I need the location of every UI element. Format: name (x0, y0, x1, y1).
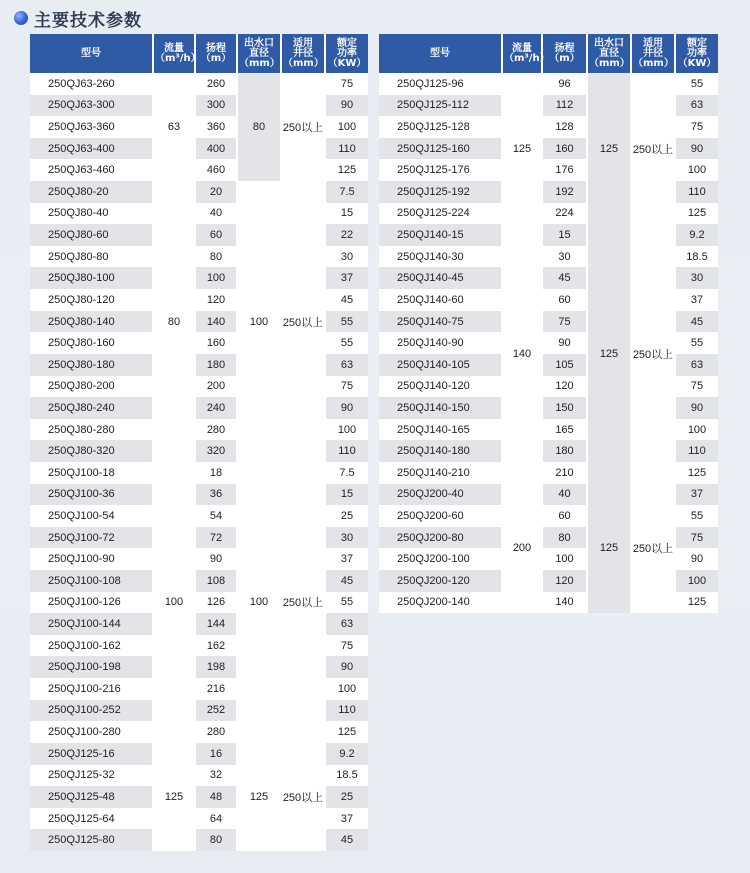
cell-head: 36 (196, 484, 238, 506)
col-header-outlet: 出水口 直径 （mm） (588, 34, 632, 73)
cell-model: 250QJ80-240 (30, 397, 154, 419)
cell-model: 250QJ100-72 (30, 527, 154, 549)
cell-flow: 63 (154, 73, 196, 181)
cell-power: 63 (676, 95, 718, 117)
cell-power: 100 (687, 164, 707, 177)
cell-head: 20 (196, 181, 238, 203)
cell-model: 250QJ125-176 (379, 159, 503, 181)
cell-power: 110 (676, 181, 718, 203)
table-body-left (30, 73, 368, 851)
cell-model: 250QJ125-112 (379, 95, 503, 117)
cell-well-diameter: 250以上 (282, 181, 326, 462)
cell-head: 210 (543, 462, 588, 484)
col-header-flow: 流量 （m³/h） (503, 34, 543, 73)
cell-power: 25 (326, 786, 368, 808)
cell-power: 30 (676, 267, 718, 289)
cell-head: 72 (196, 527, 238, 549)
table-header-row (379, 34, 718, 73)
cell-model: 250QJ140-165 (379, 419, 503, 441)
cell-power: 18.5 (686, 250, 708, 263)
cell-head: 192 (543, 181, 588, 203)
cell-power: 125 (337, 726, 357, 739)
col-header-model: 型号 (30, 34, 154, 73)
cell-power: 90 (676, 397, 718, 419)
cell-head: 80 (196, 829, 238, 851)
cell-power: 37 (676, 484, 718, 506)
table-row (30, 462, 368, 484)
cell-power: 45 (676, 311, 718, 333)
cell-flow: 200 (503, 484, 543, 614)
cell-head: 216 (196, 678, 238, 700)
table-row (379, 484, 718, 506)
cell-flow: 140 (503, 224, 543, 483)
cell-head: 126 (196, 592, 238, 614)
cell-head: 30 (543, 246, 588, 268)
cell-model: 250QJ63-300 (30, 95, 154, 117)
cell-flow: 100 (154, 462, 196, 743)
cell-model: 250QJ200-40 (379, 484, 503, 506)
cell-power: 125 (687, 466, 707, 479)
cell-model: 250QJ100-54 (30, 505, 154, 527)
cell-flow: 125 (503, 73, 543, 224)
cell-outlet-diameter: 125 (588, 484, 632, 614)
cell-power: 100 (337, 121, 357, 134)
cell-head: 105 (543, 354, 588, 376)
col-header-flow: 流量 （m³/h） (154, 34, 196, 73)
cell-head: 75 (543, 311, 588, 333)
cell-outlet-diameter: 125 (588, 73, 632, 224)
cell-model: 250QJ200-140 (379, 592, 503, 614)
cell-head: 400 (196, 138, 238, 160)
col-header-power: 额定 功率 （KW） (676, 34, 718, 73)
cell-head: 96 (543, 73, 588, 95)
cell-power: 110 (326, 440, 368, 462)
cell-head: 120 (196, 289, 238, 311)
cell-head: 360 (196, 116, 238, 138)
cell-power: 25 (340, 509, 354, 522)
spec-table-left (30, 34, 368, 851)
table-row (30, 73, 368, 95)
spec-table-right (379, 34, 718, 613)
cell-model: 250QJ100-108 (30, 570, 154, 592)
cell-power: 37 (690, 293, 704, 306)
section-title: 主要技术参数 (34, 10, 142, 31)
cell-power: 45 (326, 570, 368, 592)
cell-power: 90 (326, 95, 368, 117)
cell-outlet-diameter: 125 (588, 224, 632, 483)
cell-power: 110 (326, 700, 368, 722)
cell-model: 250QJ80-180 (30, 354, 154, 376)
cell-head: 128 (543, 116, 588, 138)
cell-model: 250QJ100-36 (30, 484, 154, 506)
cell-model: 250QJ80-160 (30, 332, 154, 354)
cell-power: 90 (326, 656, 368, 678)
cell-power: 18.5 (336, 769, 358, 782)
cell-model: 250QJ140-150 (379, 397, 503, 419)
cell-head: 54 (196, 505, 238, 527)
cell-head: 240 (196, 397, 238, 419)
cell-head: 280 (196, 721, 238, 743)
cell-power: 100 (687, 423, 707, 436)
col-header-power: 额定 功率 （KW） (326, 34, 368, 73)
cell-model: 250QJ125-224 (379, 203, 503, 225)
cell-model: 250QJ80-80 (30, 246, 154, 268)
cell-head: 162 (196, 635, 238, 657)
cell-model: 250QJ100-90 (30, 548, 154, 570)
cell-head: 150 (543, 397, 588, 419)
cell-head: 140 (196, 311, 238, 333)
cell-outlet-diameter: 80 (238, 73, 282, 181)
cell-head: 200 (196, 376, 238, 398)
cell-power: 55 (690, 77, 704, 90)
cell-head: 300 (196, 95, 238, 117)
cell-head: 165 (543, 419, 588, 441)
cell-head: 112 (543, 95, 588, 117)
section-header (14, 6, 142, 30)
cell-model: 250QJ80-200 (30, 376, 154, 398)
cell-model: 250QJ200-80 (379, 527, 503, 549)
cell-model: 250QJ100-280 (30, 721, 154, 743)
cell-model: 250QJ63-360 (30, 116, 154, 138)
cell-power: 55 (340, 596, 354, 609)
cell-model: 250QJ63-400 (30, 138, 154, 160)
cell-head: 252 (196, 700, 238, 722)
cell-model: 250QJ125-160 (379, 138, 503, 160)
cell-model: 250QJ80-100 (30, 267, 154, 289)
cell-head: 40 (543, 484, 588, 506)
cell-power: 63 (676, 354, 718, 376)
cell-head: 60 (196, 224, 238, 246)
table-header-row (30, 34, 368, 73)
cell-power: 45 (340, 293, 354, 306)
cell-head: 60 (543, 289, 588, 311)
table-row (379, 73, 718, 95)
cell-outlet-diameter: 125 (238, 743, 282, 851)
cell-head: 80 (543, 527, 588, 549)
cell-power: 90 (676, 138, 718, 160)
cell-head: 80 (196, 246, 238, 268)
table-body-right (379, 73, 718, 613)
cell-power: 22 (326, 224, 368, 246)
cell-well-diameter: 250以上 (632, 484, 676, 614)
cell-head: 460 (196, 159, 238, 181)
col-header-well: 适用 井径 （mm） (282, 34, 326, 73)
cell-model: 250QJ140-60 (379, 289, 503, 311)
cell-head: 280 (196, 419, 238, 441)
cell-head: 120 (543, 570, 588, 592)
bullet-icon (14, 11, 28, 25)
cell-power: 37 (340, 553, 354, 566)
cell-model: 250QJ140-15 (379, 224, 503, 246)
cell-model: 250QJ140-105 (379, 354, 503, 376)
cell-power: 75 (690, 380, 704, 393)
cell-power: 110 (676, 440, 718, 462)
cell-head: 100 (196, 267, 238, 289)
cell-head: 64 (196, 808, 238, 830)
col-header-outlet: 出水口 直径 （mm） (238, 34, 282, 73)
cell-power: 75 (340, 639, 354, 652)
cell-model: 250QJ200-100 (379, 548, 503, 570)
cell-head: 100 (543, 548, 588, 570)
cell-model: 250QJ63-260 (30, 73, 154, 95)
cell-head: 176 (543, 159, 588, 181)
cell-power: 125 (687, 207, 707, 220)
cell-power: 55 (340, 337, 354, 350)
cell-head: 180 (543, 440, 588, 462)
cell-model: 250QJ140-45 (379, 267, 503, 289)
cell-model: 250QJ125-16 (30, 743, 154, 765)
cell-head: 16 (196, 743, 238, 765)
cell-model: 250QJ100-252 (30, 700, 154, 722)
cell-power: 125 (337, 164, 357, 177)
cell-power: 63 (326, 354, 368, 376)
cell-model: 250QJ80-60 (30, 224, 154, 246)
cell-model: 250QJ125-192 (379, 181, 503, 203)
cell-head: 60 (543, 505, 588, 527)
cell-head: 32 (196, 765, 238, 787)
cell-model: 250QJ80-20 (30, 181, 154, 203)
cell-model: 250QJ125-64 (30, 808, 154, 830)
cell-model: 250QJ100-18 (30, 462, 154, 484)
col-header-well: 适用 井径 （mm） (632, 34, 676, 73)
cell-power: 63 (326, 613, 368, 635)
cell-well-diameter: 250以上 (282, 462, 326, 743)
cell-model: 250QJ100-126 (30, 592, 154, 614)
cell-model: 250QJ140-210 (379, 462, 503, 484)
cell-model: 250QJ100-198 (30, 656, 154, 678)
cell-power: 90 (326, 397, 368, 419)
cell-power: 37 (326, 267, 368, 289)
cell-flow: 125 (154, 743, 196, 851)
cell-head: 108 (196, 570, 238, 592)
table-row (379, 224, 718, 246)
cell-power: 9.2 (676, 224, 718, 246)
cell-model: 250QJ140-120 (379, 376, 503, 398)
cell-power: 7.5 (326, 181, 368, 203)
cell-power: 30 (340, 250, 354, 263)
cell-head: 144 (196, 613, 238, 635)
cell-head: 40 (196, 203, 238, 225)
cell-power: 9.2 (326, 743, 368, 765)
cell-head: 260 (196, 73, 238, 95)
cell-head: 180 (196, 354, 238, 376)
cell-model: 250QJ80-140 (30, 311, 154, 333)
cell-head: 160 (543, 138, 588, 160)
cell-model: 250QJ125-96 (379, 73, 503, 95)
cell-power: 37 (340, 812, 354, 825)
cell-model: 250QJ140-30 (379, 246, 503, 268)
cell-head: 90 (543, 332, 588, 354)
cell-model: 250QJ140-90 (379, 332, 503, 354)
cell-model: 250QJ200-120 (379, 570, 503, 592)
cell-head: 48 (196, 786, 238, 808)
cell-power: 55 (690, 509, 704, 522)
cell-model: 250QJ80-120 (30, 289, 154, 311)
col-header-head: 扬程 （m） (196, 34, 238, 73)
cell-power: 75 (690, 121, 704, 134)
cell-power: 55 (326, 311, 368, 333)
cell-head: 140 (543, 592, 588, 614)
cell-head: 120 (543, 376, 588, 398)
cell-head: 320 (196, 440, 238, 462)
cell-power: 75 (340, 77, 354, 90)
cell-well-diameter: 250以上 (632, 224, 676, 483)
cell-model: 250QJ125-48 (30, 786, 154, 808)
cell-model: 250QJ63-460 (30, 159, 154, 181)
cell-head: 18 (196, 462, 238, 484)
col-header-head: 扬程 （m） (543, 34, 588, 73)
cell-model: 250QJ200-60 (379, 505, 503, 527)
col-header-model: 型号 (379, 34, 503, 73)
cell-head: 160 (196, 332, 238, 354)
cell-power: 55 (690, 337, 704, 350)
cell-power: 75 (676, 527, 718, 549)
table-row (30, 181, 368, 203)
cell-head: 224 (543, 203, 588, 225)
cell-model: 250QJ100-216 (30, 678, 154, 700)
cell-outlet-diameter: 100 (238, 181, 282, 462)
cell-power: 100 (676, 570, 718, 592)
cell-well-diameter: 250以上 (632, 73, 676, 224)
cell-power: 15 (340, 207, 354, 220)
cell-well-diameter: 250以上 (282, 743, 326, 851)
cell-power: 7.5 (339, 466, 355, 479)
cell-model: 250QJ140-75 (379, 311, 503, 333)
cell-head: 90 (196, 548, 238, 570)
cell-model: 250QJ100-144 (30, 613, 154, 635)
cell-model: 250QJ80-40 (30, 203, 154, 225)
cell-outlet-diameter: 100 (238, 462, 282, 743)
cell-power: 75 (340, 380, 354, 393)
cell-head: 45 (543, 267, 588, 289)
cell-power: 15 (326, 484, 368, 506)
cell-model: 250QJ140-180 (379, 440, 503, 462)
cell-power: 125 (687, 596, 707, 609)
cell-power: 45 (326, 829, 368, 851)
cell-model: 250QJ80-280 (30, 419, 154, 441)
cell-head: 198 (196, 656, 238, 678)
cell-model: 250QJ80-320 (30, 440, 154, 462)
cell-flow: 80 (154, 181, 196, 462)
cell-model: 250QJ125-128 (379, 116, 503, 138)
cell-power: 100 (337, 682, 357, 695)
cell-power: 100 (337, 423, 357, 436)
cell-well-diameter: 250以上 (282, 73, 326, 181)
cell-head: 15 (543, 224, 588, 246)
cell-power: 90 (690, 553, 704, 566)
cell-model: 250QJ125-32 (30, 765, 154, 787)
cell-power: 110 (326, 138, 368, 160)
cell-model: 250QJ125-80 (30, 829, 154, 851)
table-row (30, 743, 368, 765)
cell-power: 30 (326, 527, 368, 549)
cell-model: 250QJ100-162 (30, 635, 154, 657)
